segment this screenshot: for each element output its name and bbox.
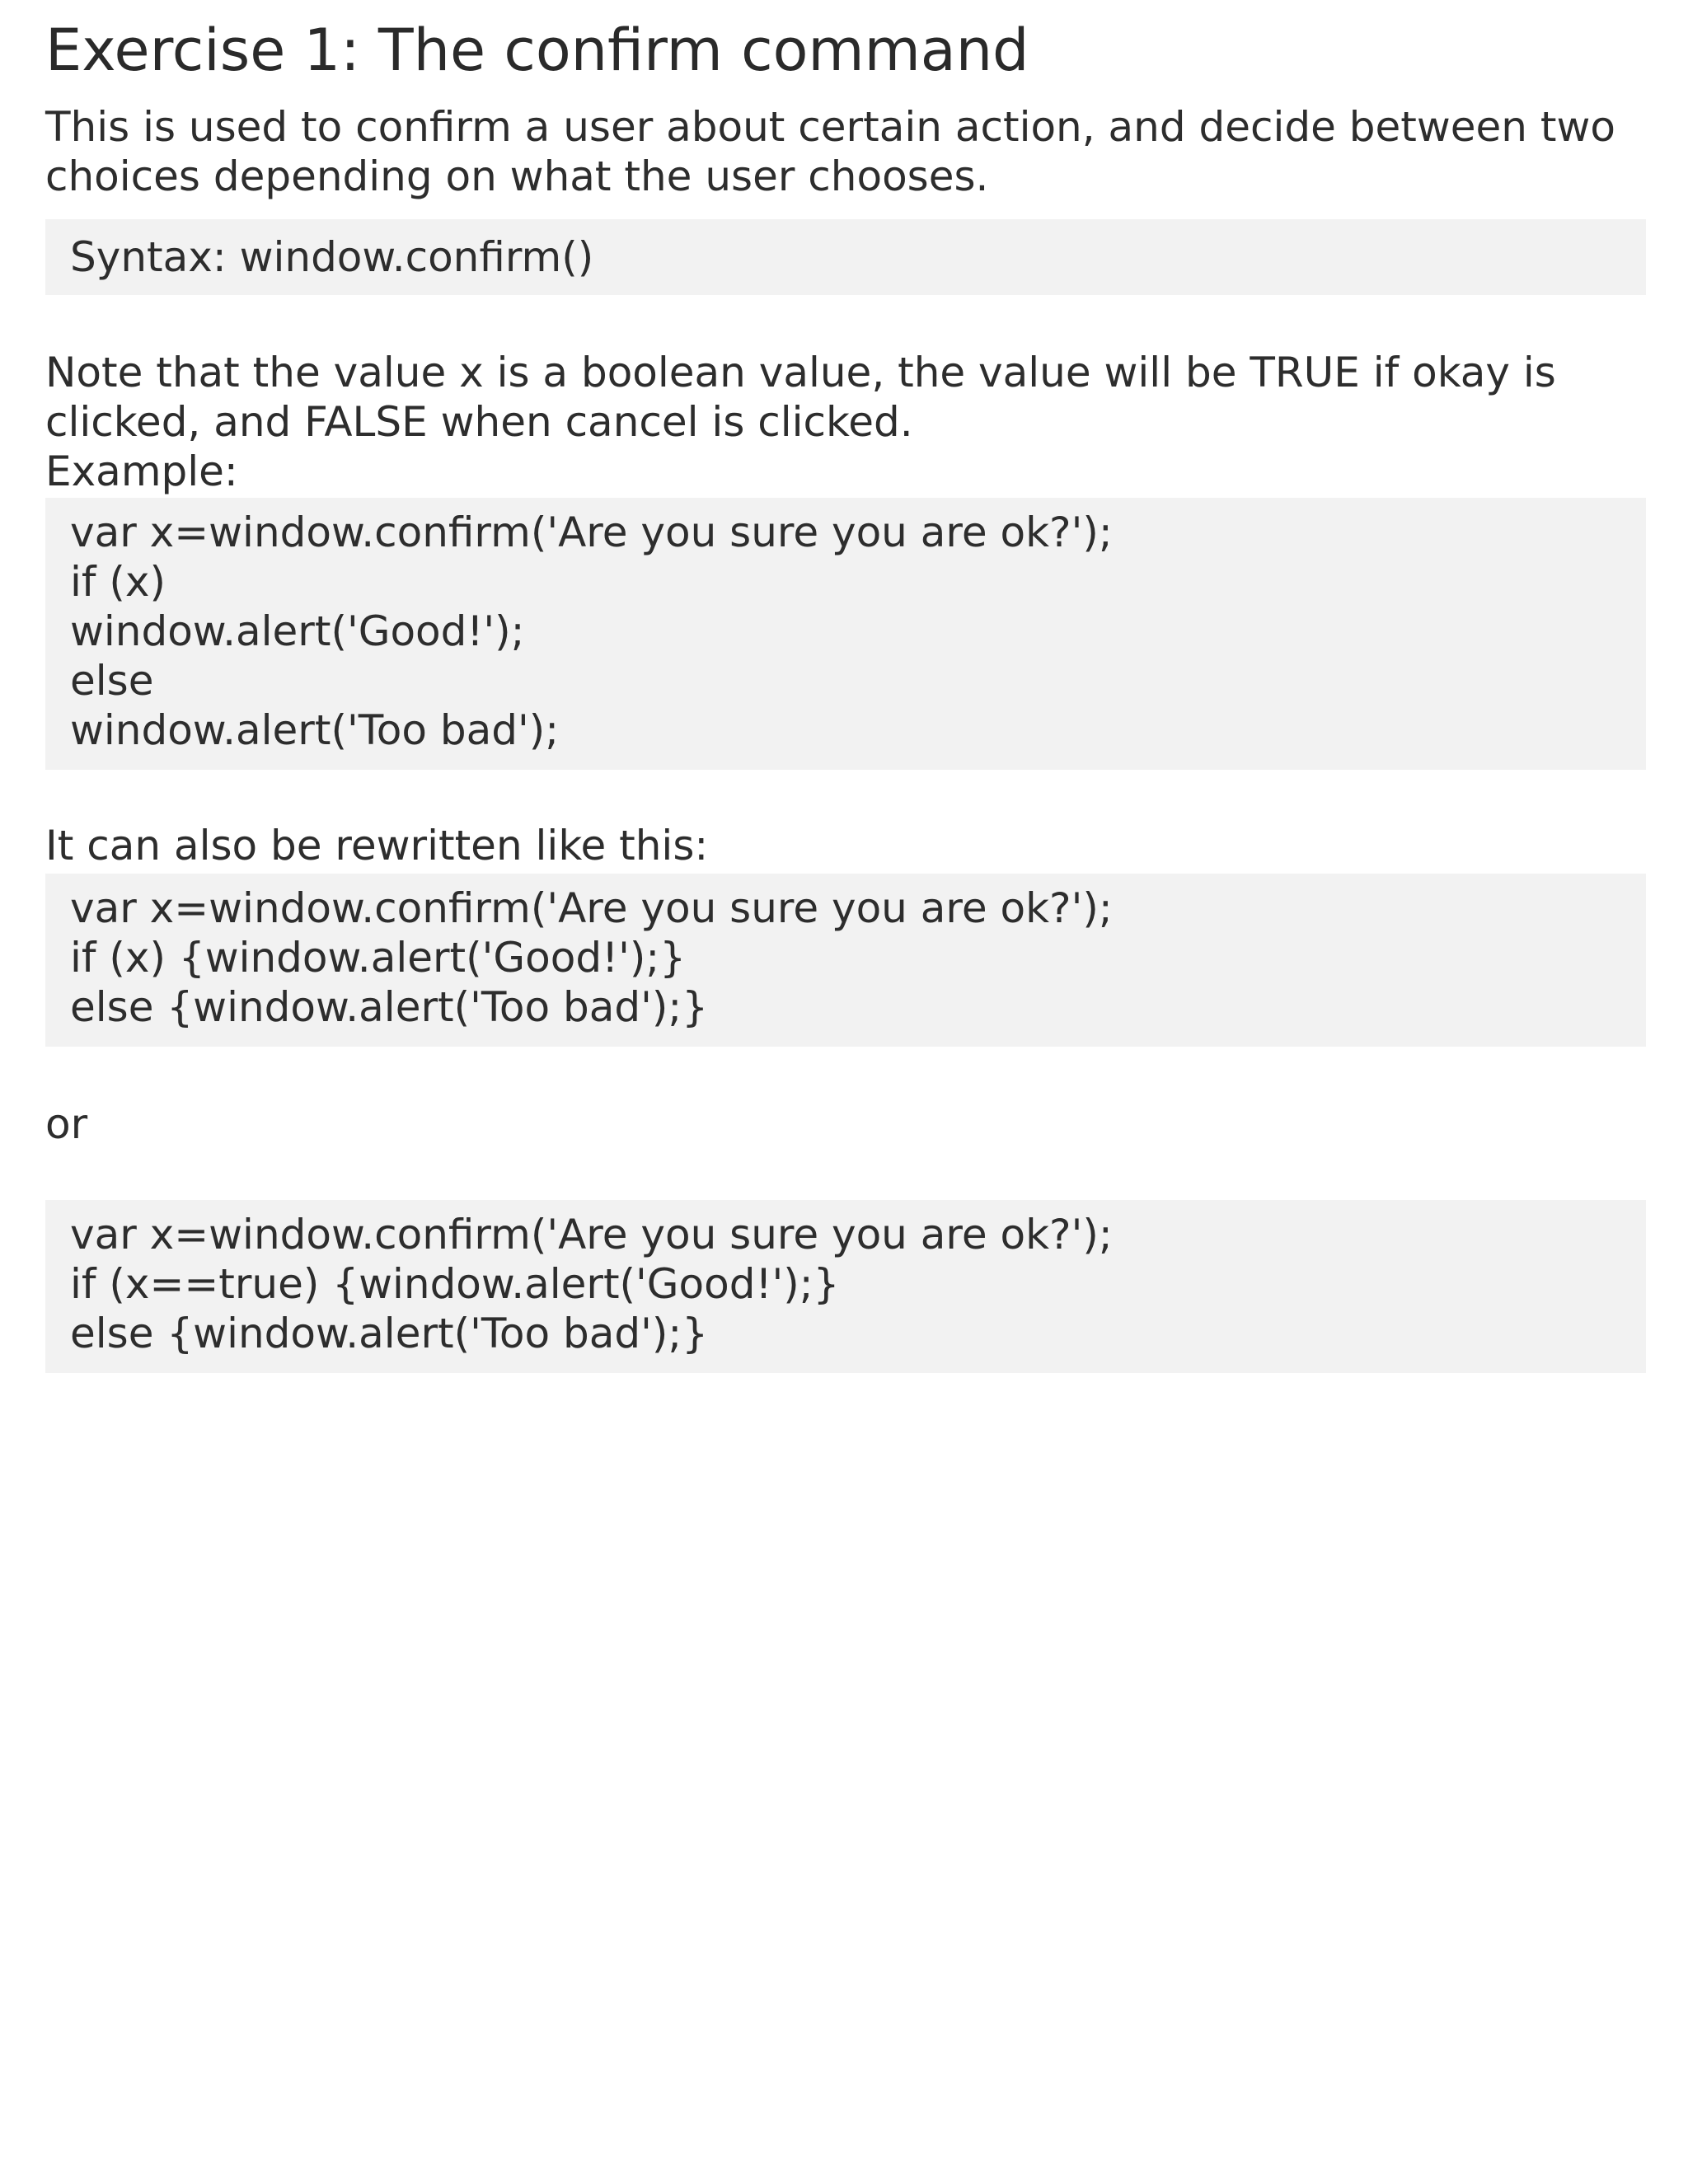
intro-paragraph: This is used to confirm a user about certain action, and decide between two choices depending on what the user chooses. — [45, 103, 1615, 200]
code-line: if (x==true) {window.alert('Good!');} — [70, 1260, 840, 1308]
code-line: else {window.alert('Too bad');} — [70, 983, 709, 1031]
syntax-line: Syntax: window.confirm() — [70, 233, 594, 281]
rewrite-code-block — [45, 874, 1646, 1047]
syntax-box — [45, 219, 1646, 295]
example-label: Example: — [45, 448, 238, 495]
alt-code-block — [45, 1200, 1646, 1373]
example-code-block — [45, 498, 1646, 770]
or-label: or — [45, 1100, 88, 1148]
code-line: var x=window.confirm('Are you sure you are ok?'); — [70, 1211, 1113, 1258]
code-line: var x=window.confirm('Are you sure you are ok?'); — [70, 509, 1113, 556]
code-line: window.alert('Too bad'); — [70, 706, 560, 754]
code-line: var x=window.confirm('Are you sure you are ok?'); — [70, 884, 1113, 932]
boolean-note-paragraph: Note that the value x is a boolean value, the value will be TRUE if okay is clicked, and FALSE when cancel is clicked. — [45, 349, 1556, 446]
rewrite-label: It can also be rewritten like this: — [45, 822, 709, 869]
code-line: window.alert('Good!'); — [70, 607, 525, 655]
page-title: Exercise 1: The confirm command — [45, 16, 1029, 84]
code-line: if (x) {window.alert('Good!');} — [70, 934, 687, 982]
code-line: if (x) — [70, 558, 166, 606]
code-line: else {window.alert('Too bad');} — [70, 1310, 709, 1357]
code-line: else — [70, 657, 154, 705]
